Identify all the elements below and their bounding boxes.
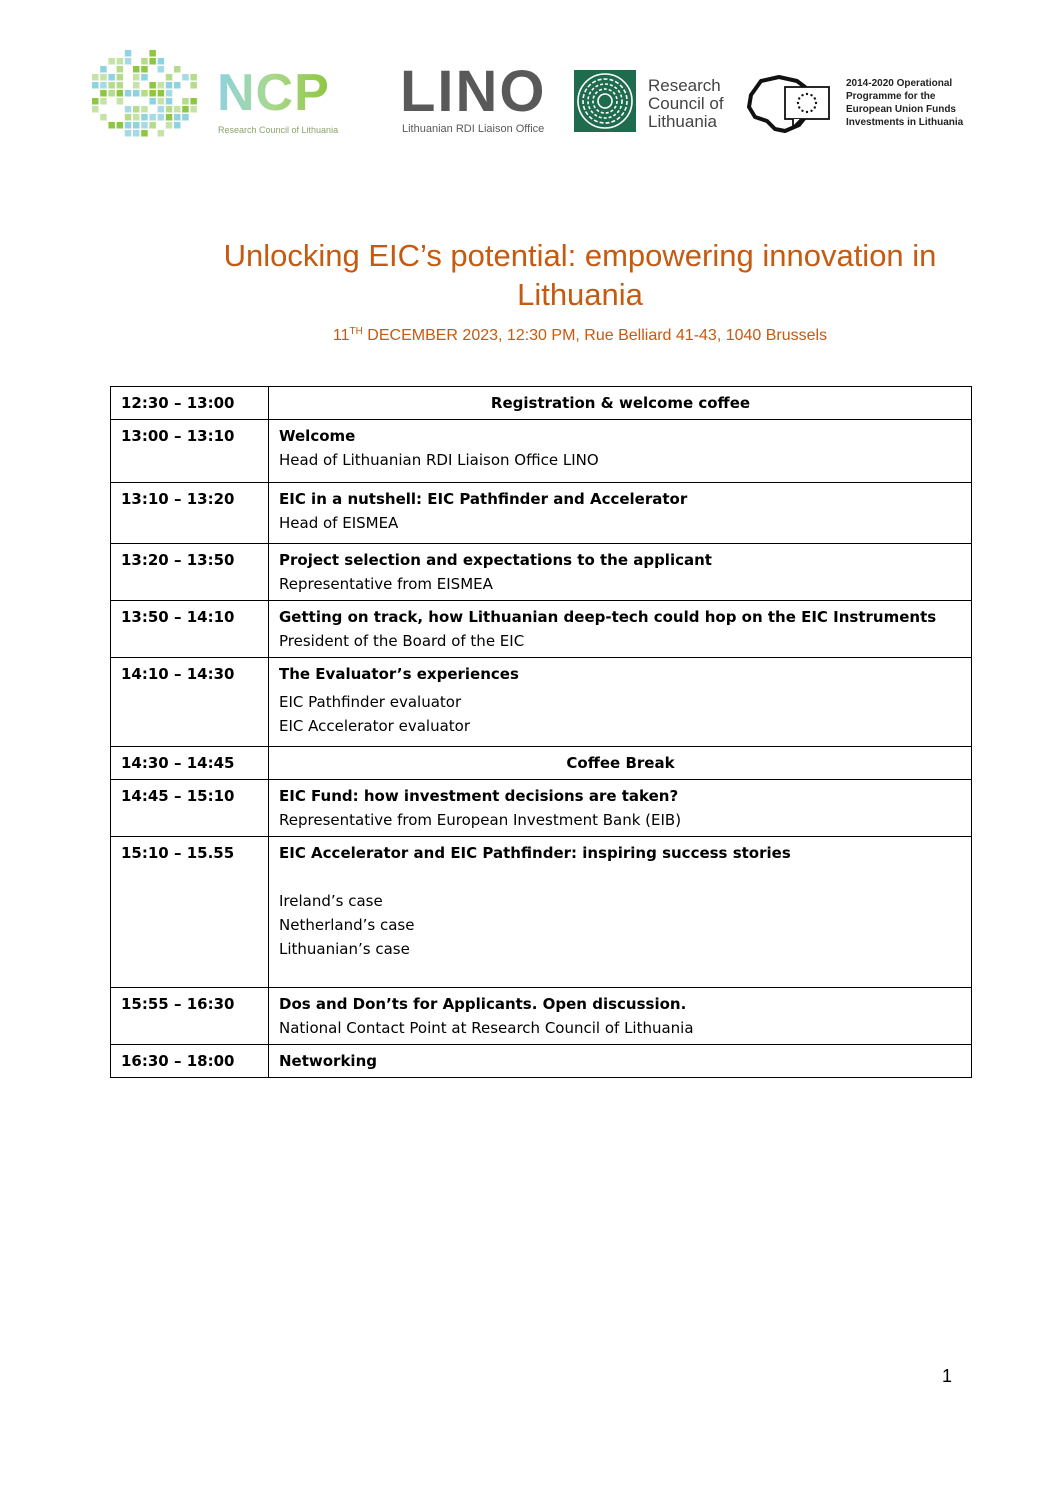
ncp-pixel xyxy=(174,122,181,129)
ncp-pixel xyxy=(158,106,165,113)
event-date-location: DECEMBER 2023, 12:30 PM, Rue Belliard 41-43, 1040 Brussels xyxy=(362,327,828,344)
ncp-pixel xyxy=(133,130,140,137)
eu-star xyxy=(797,102,799,104)
ncp-pixel xyxy=(125,122,132,129)
eu-star xyxy=(798,97,800,99)
agenda-title: Project selection and expectations to the applicant xyxy=(279,551,712,569)
ncp-pixel xyxy=(100,82,107,89)
ncp-pixel xyxy=(166,98,173,105)
ncp-pixel xyxy=(108,74,115,81)
operational-programme-logo-mark xyxy=(745,73,833,135)
agenda-table xyxy=(110,386,972,1078)
op-line: European Union Funds xyxy=(846,104,956,115)
agenda-title: EIC Accelerator and EIC Pathfinder: inspiring success stories xyxy=(279,844,791,862)
rcl-line: Council of xyxy=(648,94,724,113)
agenda-speaker: Head of EISMEA xyxy=(279,514,399,532)
ncp-pixel xyxy=(133,106,140,113)
ncp-pixel xyxy=(190,74,197,81)
ncp-pixel xyxy=(190,98,197,105)
ncp-pixel xyxy=(108,58,115,65)
ncp-pixel xyxy=(174,114,181,121)
ncp-pixel xyxy=(117,74,124,81)
ncp-pixel xyxy=(166,114,173,121)
ncp-pixel xyxy=(158,66,165,73)
ncp-pixel xyxy=(100,66,107,73)
agenda-time: 15:55 – 16:30 xyxy=(111,988,269,1045)
ncp-pixel xyxy=(125,114,132,121)
ncp-pixel xyxy=(182,98,189,105)
ncp-pixel xyxy=(133,82,140,89)
agenda-speaker: EIC Pathfinder evaluator xyxy=(279,693,462,711)
agenda-title: EIC in a nutshell: EIC Pathfinder and Accelerator xyxy=(279,490,688,508)
eu-star xyxy=(814,106,816,108)
agenda-time: 14:10 – 14:30 xyxy=(111,658,269,747)
agenda-row xyxy=(111,601,972,658)
agenda-speaker: Lithuanian’s case xyxy=(279,940,410,958)
research-council-logo-text xyxy=(648,77,748,131)
eu-star xyxy=(810,110,812,112)
ncp-pixel xyxy=(125,50,132,57)
ncp-pixel xyxy=(182,74,189,81)
ncp-pixel xyxy=(149,58,156,65)
ncp-pixel xyxy=(141,122,148,129)
event-day: 11 xyxy=(332,327,350,344)
agenda-row xyxy=(111,658,972,747)
eu-star xyxy=(798,106,800,108)
agenda-cell xyxy=(269,658,972,747)
ncp-pixel xyxy=(174,66,181,73)
agenda-cell xyxy=(269,780,972,837)
agenda-time: 13:20 – 13:50 xyxy=(111,544,269,601)
agenda-title: Welcome xyxy=(279,427,356,445)
ncp-pixel xyxy=(100,114,107,121)
ncp-pixel xyxy=(92,106,99,113)
ncp-pixel xyxy=(141,66,148,73)
agenda-row xyxy=(111,483,972,544)
ncp-pixel xyxy=(92,98,99,105)
ncp-pixel xyxy=(158,114,165,121)
ncp-pixel xyxy=(166,90,173,97)
header-logos xyxy=(90,45,970,145)
ncp-pixel xyxy=(108,122,115,129)
agenda-cell xyxy=(269,601,972,658)
ncp-pixel xyxy=(133,90,140,97)
agenda-speaker: Representative from European Investment Bank (EIB) xyxy=(279,811,682,829)
agenda-row xyxy=(111,780,972,837)
agenda-speaker: Ireland’s case xyxy=(279,892,383,910)
ncp-pixel xyxy=(149,98,156,105)
ncp-pixel xyxy=(141,74,148,81)
ncp-pixel xyxy=(125,58,132,65)
ncp-pixel xyxy=(117,90,124,97)
ncp-wordmark: NCP xyxy=(217,64,330,122)
ncp-pixel xyxy=(141,106,148,113)
ncp-pixel xyxy=(133,66,140,73)
ncp-pixel xyxy=(133,74,140,81)
agenda-time: 13:10 – 13:20 xyxy=(111,483,269,544)
ncp-pixel xyxy=(174,106,181,113)
ncp-pixel xyxy=(149,122,156,129)
agenda-speaker: Representative from EISMEA xyxy=(279,575,493,593)
ncp-pixel xyxy=(117,58,124,65)
eu-star xyxy=(801,110,803,112)
agenda-row xyxy=(111,420,972,483)
ncp-pixel xyxy=(158,58,165,65)
agenda-title: Coffee Break xyxy=(269,747,972,780)
agenda-title: Networking xyxy=(269,1045,972,1078)
rcl-line: Research xyxy=(648,76,721,95)
ncp-pixel xyxy=(190,106,197,113)
ncp-pixel xyxy=(158,82,165,89)
ncp-pixel xyxy=(141,114,148,121)
agenda-speaker: President of the Board of the EIC xyxy=(279,632,525,650)
agenda-time: 14:30 – 14:45 xyxy=(111,747,269,780)
ncp-pixel xyxy=(166,122,173,129)
ncp-pixel xyxy=(174,82,181,89)
ncp-pixel xyxy=(125,90,132,97)
agenda-row xyxy=(111,988,972,1045)
ncp-pixel xyxy=(166,106,173,113)
ncp-pixel xyxy=(166,82,173,89)
ncp-subtitle: Research Council of Lithuania xyxy=(218,125,339,135)
agenda-cell xyxy=(269,837,972,988)
agenda-time: 16:30 – 18:00 xyxy=(111,1045,269,1078)
agenda-speaker: National Contact Point at Research Council of Lithuania xyxy=(279,1019,694,1037)
agenda-row xyxy=(111,837,972,988)
ncp-pixel xyxy=(92,74,99,81)
research-council-logo-mark xyxy=(574,70,636,132)
ncp-pixel xyxy=(149,82,156,89)
agenda-cell xyxy=(269,420,972,483)
ncp-pixel xyxy=(117,122,124,129)
event-details xyxy=(190,326,970,346)
page-number: 1 xyxy=(942,1366,953,1386)
ncp-pixel xyxy=(117,66,124,73)
op-line: Investments in Lithuania xyxy=(846,117,964,128)
rcl-line: Lithuania xyxy=(648,112,718,131)
agenda-title: Registration & welcome coffee xyxy=(269,387,972,420)
ncp-pixel xyxy=(158,98,165,105)
ncp-pixel xyxy=(117,98,124,105)
agenda-title: EIC Fund: how investment decisions are taken? xyxy=(279,787,679,805)
agenda-cell xyxy=(269,544,972,601)
ncp-pixel xyxy=(158,90,165,97)
agenda-title: Getting on track, how Lithuanian deep-tech could hop on the EIC Instruments xyxy=(279,608,937,626)
op-line: Programme for the xyxy=(846,91,936,102)
ncp-logo-mark xyxy=(90,48,200,138)
ncp-pixel xyxy=(190,82,197,89)
ncp-pixel xyxy=(117,82,124,89)
agenda-row xyxy=(111,1045,972,1078)
agenda-title: Dos and Don’ts for Applicants. Open discussion. xyxy=(279,995,687,1013)
operational-programme-logo-text xyxy=(846,77,976,129)
op-line: 2014-2020 Operational xyxy=(846,78,953,89)
ncp-pixel xyxy=(149,90,156,97)
ncp-pixel xyxy=(100,90,107,97)
ncp-pixel xyxy=(158,130,165,137)
agenda-time: 12:30 – 13:00 xyxy=(111,387,269,420)
ncp-pixel xyxy=(141,90,148,97)
lino-subtitle: Lithuanian RDI Liaison Office xyxy=(402,123,545,135)
agenda-row xyxy=(111,544,972,601)
eu-star xyxy=(806,93,808,95)
agenda-row xyxy=(111,387,972,420)
ncp-pixel xyxy=(125,106,132,113)
lino-wordmark: LINO xyxy=(400,59,547,124)
ncp-pixel xyxy=(141,130,148,137)
ncp-pixel xyxy=(125,130,132,137)
page-title: Unlocking EIC’s potential: empowering innovation in Lithuania xyxy=(223,238,937,312)
agenda-time: 13:50 – 14:10 xyxy=(111,601,269,658)
ncp-pixel xyxy=(149,50,156,57)
event-day-suffix: TH xyxy=(349,326,363,337)
agenda-time: 15:10 – 15.55 xyxy=(111,837,269,988)
ncp-pixel xyxy=(182,114,189,121)
ncp-pixel xyxy=(149,114,156,121)
ncp-pixel xyxy=(100,74,107,81)
eu-star xyxy=(815,102,817,104)
agenda-speaker: Netherland’s case xyxy=(279,916,415,934)
eu-star xyxy=(810,94,812,96)
ncp-pixel xyxy=(166,74,173,81)
agenda-speaker: Head of Lithuanian RDI Liaison Office LINO xyxy=(279,451,599,469)
agenda-time: 14:45 – 15:10 xyxy=(111,780,269,837)
ncp-pixel xyxy=(133,122,140,129)
eu-star xyxy=(806,111,808,113)
agenda-title: The Evaluator’s experiences xyxy=(279,665,519,683)
ncp-pixel xyxy=(92,82,99,89)
agenda-time: 13:00 – 13:10 xyxy=(111,420,269,483)
agenda-speaker: EIC Accelerator evaluator xyxy=(279,717,471,735)
eu-star xyxy=(814,97,816,99)
ncp-pixel xyxy=(141,58,148,65)
eu-star xyxy=(801,94,803,96)
ncp-pixel xyxy=(108,90,115,97)
ncp-pixel xyxy=(100,98,107,105)
ncp-pixel xyxy=(133,114,140,121)
agenda-row xyxy=(111,747,972,780)
ncp-pixel xyxy=(182,106,189,113)
agenda-cell xyxy=(269,988,972,1045)
agenda-cell xyxy=(269,483,972,544)
ncp-pixel xyxy=(108,82,115,89)
